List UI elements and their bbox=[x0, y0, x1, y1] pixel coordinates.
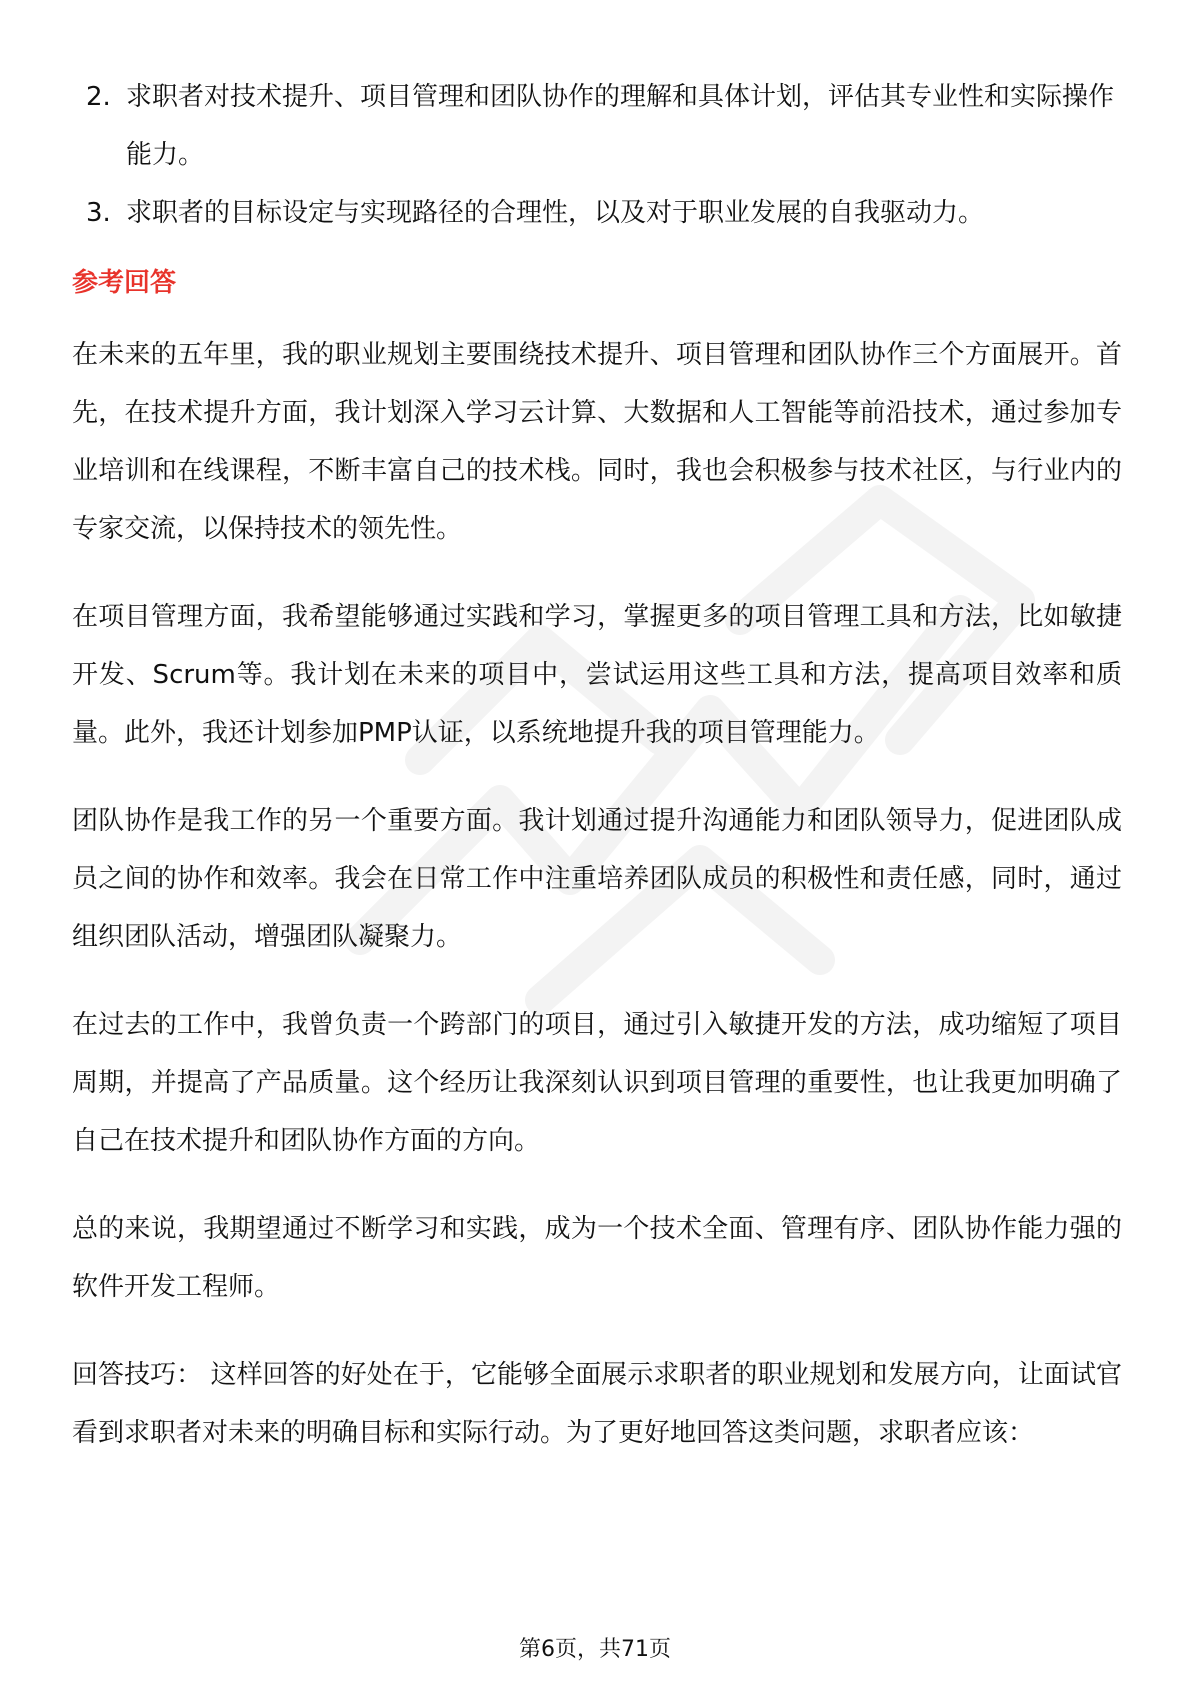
page-number-footer: 第6页，共71页 bbox=[519, 1637, 671, 1662]
answer-paragraph: 在项目管理方面，我希望能够通过实践和学习，掌握更多的项目管理工具和方法，比如敏捷开发、Scrum等。我计划在未来的项目中，尝试运用这些工具和方法，提高项目效率和质量。此外，我还计划参加PMP认证，以系统地提升我的项目管理能力。 bbox=[72, 602, 1122, 748]
list-item bbox=[72, 68, 1122, 184]
list-item bbox=[72, 184, 1122, 242]
answer-paragraph: 总的来说，我期望通过不断学习和实践，成为一个技术全面、管理有序、团队协作能力强的软件开发工程师。 bbox=[72, 1214, 1122, 1302]
answer-paragraph: 在未来的五年里，我的职业规划主要围绕技术提升、项目管理和团队协作三个方面展开。首先，在技术提升方面，我计划深入学习云计算、大数据和人工智能等前沿技术，通过参加专业培训和在线课程，不断丰富自己的技术栈。同时，我也会积极参与技术社区，与行业内的专家交流，以保持技术的领先性。 bbox=[72, 340, 1122, 544]
answer-paragraph: 团队协作是我工作的另一个重要方面。我计划通过提升沟通能力和团队领导力，促进团队成员之间的协作和效率。我会在日常工作中注重培养团队成员的积极性和责任感，同时，通过组织团队活动，增强团队凝聚力。 bbox=[72, 806, 1122, 952]
list-item-text: 求职者对技术提升、项目管理和团队协作的理解和具体计划，评估其专业性和实际操作能力。 bbox=[126, 82, 1115, 170]
section-heading: 参考回答 bbox=[72, 268, 177, 298]
document-content bbox=[72, 68, 1122, 1462]
answer-tip: 回答技巧： 这样回答的好处在于，它能够全面展示求职者的职业规划和发展方向，让面试官看到求职者对未来的明确目标和实际行动。为了更好地回答这类问题，求职者应该： bbox=[72, 1360, 1122, 1448]
answer-paragraph: 在过去的工作中，我曾负责一个跨部门的项目，通过引入敏捷开发的方法，成功缩短了项目周期，并提高了产品质量。这个经历让我深刻认识到项目管理的重要性，也让我更加明确了自己在技术提升和团队协作方面的方向。 bbox=[72, 1010, 1122, 1156]
list-item-number: 2. bbox=[86, 82, 111, 112]
list-item-text: 求职者的目标设定与实现路径的合理性，以及对于职业发展的自我驱动力。 bbox=[126, 198, 985, 228]
list-item-number: 3. bbox=[86, 198, 111, 228]
